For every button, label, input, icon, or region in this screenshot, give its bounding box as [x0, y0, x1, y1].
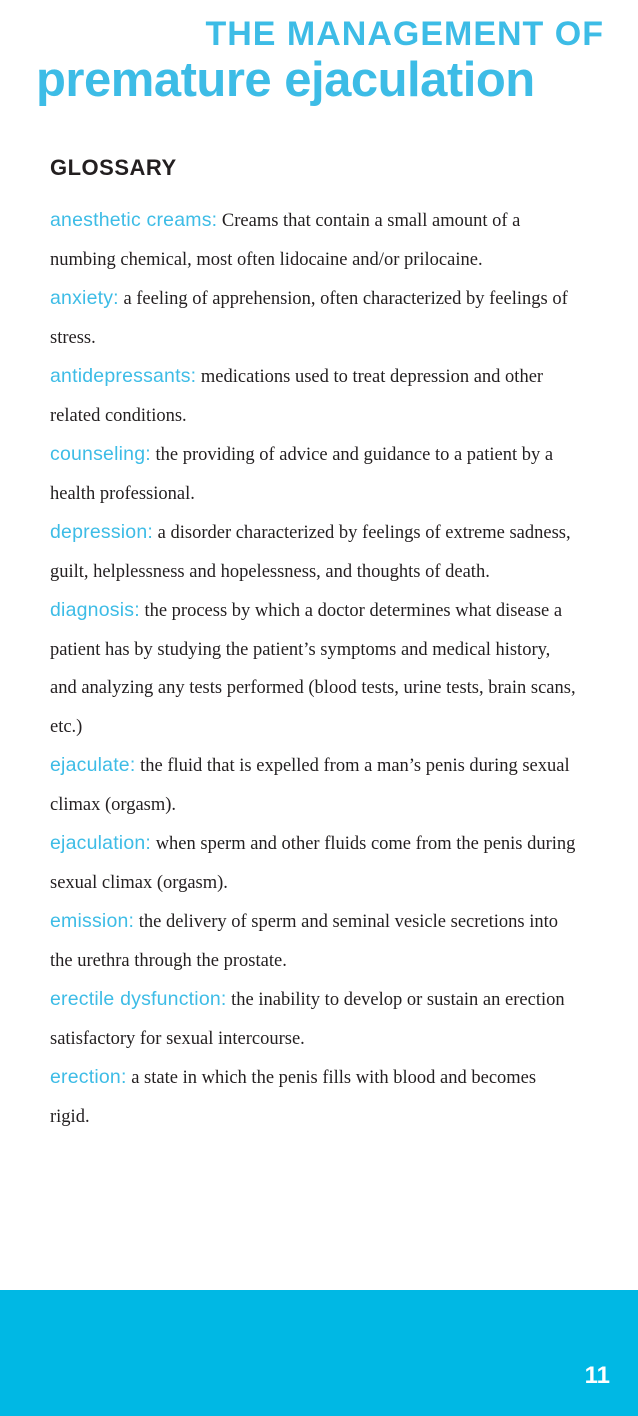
glossary-entry-anesthetic-creams [50, 201, 580, 279]
glossary-term: depression: [50, 521, 154, 543]
glossary-entry-depression [50, 513, 580, 591]
page-number: 11 [584, 1362, 610, 1389]
glossary-entry-counseling [50, 435, 580, 513]
glossary-entry-ejaculate [50, 746, 580, 824]
glossary-term: antidepressants: [50, 365, 197, 387]
glossary-list [50, 201, 580, 1136]
glossary-entry-diagnosis [50, 591, 580, 746]
glossary-definition: the inability to develop or sustain an erection satisfactory for sexual intercourse. [50, 990, 565, 1049]
glossary-term: anesthetic creams: [50, 209, 218, 231]
glossary-definition: Creams that contain a small amount of a numbing chemical, most often lidocaine and/or prilocaine. [50, 211, 521, 270]
glossary-definition: the delivery of sperm and seminal vesicle secretions into the urethra through the prostate. [50, 912, 559, 971]
glossary-definition: a feeling of apprehension, often characterized by feelings of stress. [50, 289, 568, 348]
glossary-term: ejaculation: [50, 832, 152, 854]
glossary-term: anxiety: [50, 287, 119, 309]
glossary-definition: a state in which the penis fills with blood and becomes rigid. [50, 1068, 537, 1127]
glossary-entry-erection [50, 1058, 580, 1136]
glossary-heading: GLOSSARY [50, 155, 177, 180]
glossary-definition: the process by which a doctor determines what disease a patient has by studying the patient’s symptoms and medical history, and analyzing any tests performed (blood tests, urine tests, brain scans, etc.) [50, 601, 576, 737]
glossary-term: emission: [50, 910, 135, 932]
title-line-2: premature ejaculation [36, 53, 535, 107]
glossary-term: counseling: [50, 443, 151, 465]
glossary-term: ejaculate: [50, 754, 136, 776]
glossary-term: erectile dysfunction: [50, 988, 227, 1010]
glossary-entry-ejaculation [50, 824, 580, 902]
glossary-definition: a disorder characterized by feelings of extreme sadness, guilt, helplessness and hopelessness, and thoughts of death. [50, 523, 571, 582]
glossary-term: erection: [50, 1066, 127, 1088]
glossary-entry-anxiety [50, 279, 580, 357]
glossary-definition: the fluid that is expelled from a man’s penis during sexual climax (orgasm). [50, 756, 570, 815]
title-line-1: THE MANAGEMENT OF [205, 15, 604, 53]
glossary-definition: medications used to treat depression and other related conditions. [50, 367, 544, 426]
glossary-definition: when sperm and other fluids come from the penis during sexual climax (orgasm). [50, 834, 576, 893]
glossary-entry-emission [50, 902, 580, 980]
glossary-entry-erectile-dysfunction [50, 980, 580, 1058]
footer-band [0, 1290, 638, 1416]
glossary-entry-antidepressants [50, 357, 580, 435]
glossary-definition: the providing of advice and guidance to a patient by a health professional. [50, 445, 554, 504]
glossary-term: diagnosis: [50, 599, 140, 621]
